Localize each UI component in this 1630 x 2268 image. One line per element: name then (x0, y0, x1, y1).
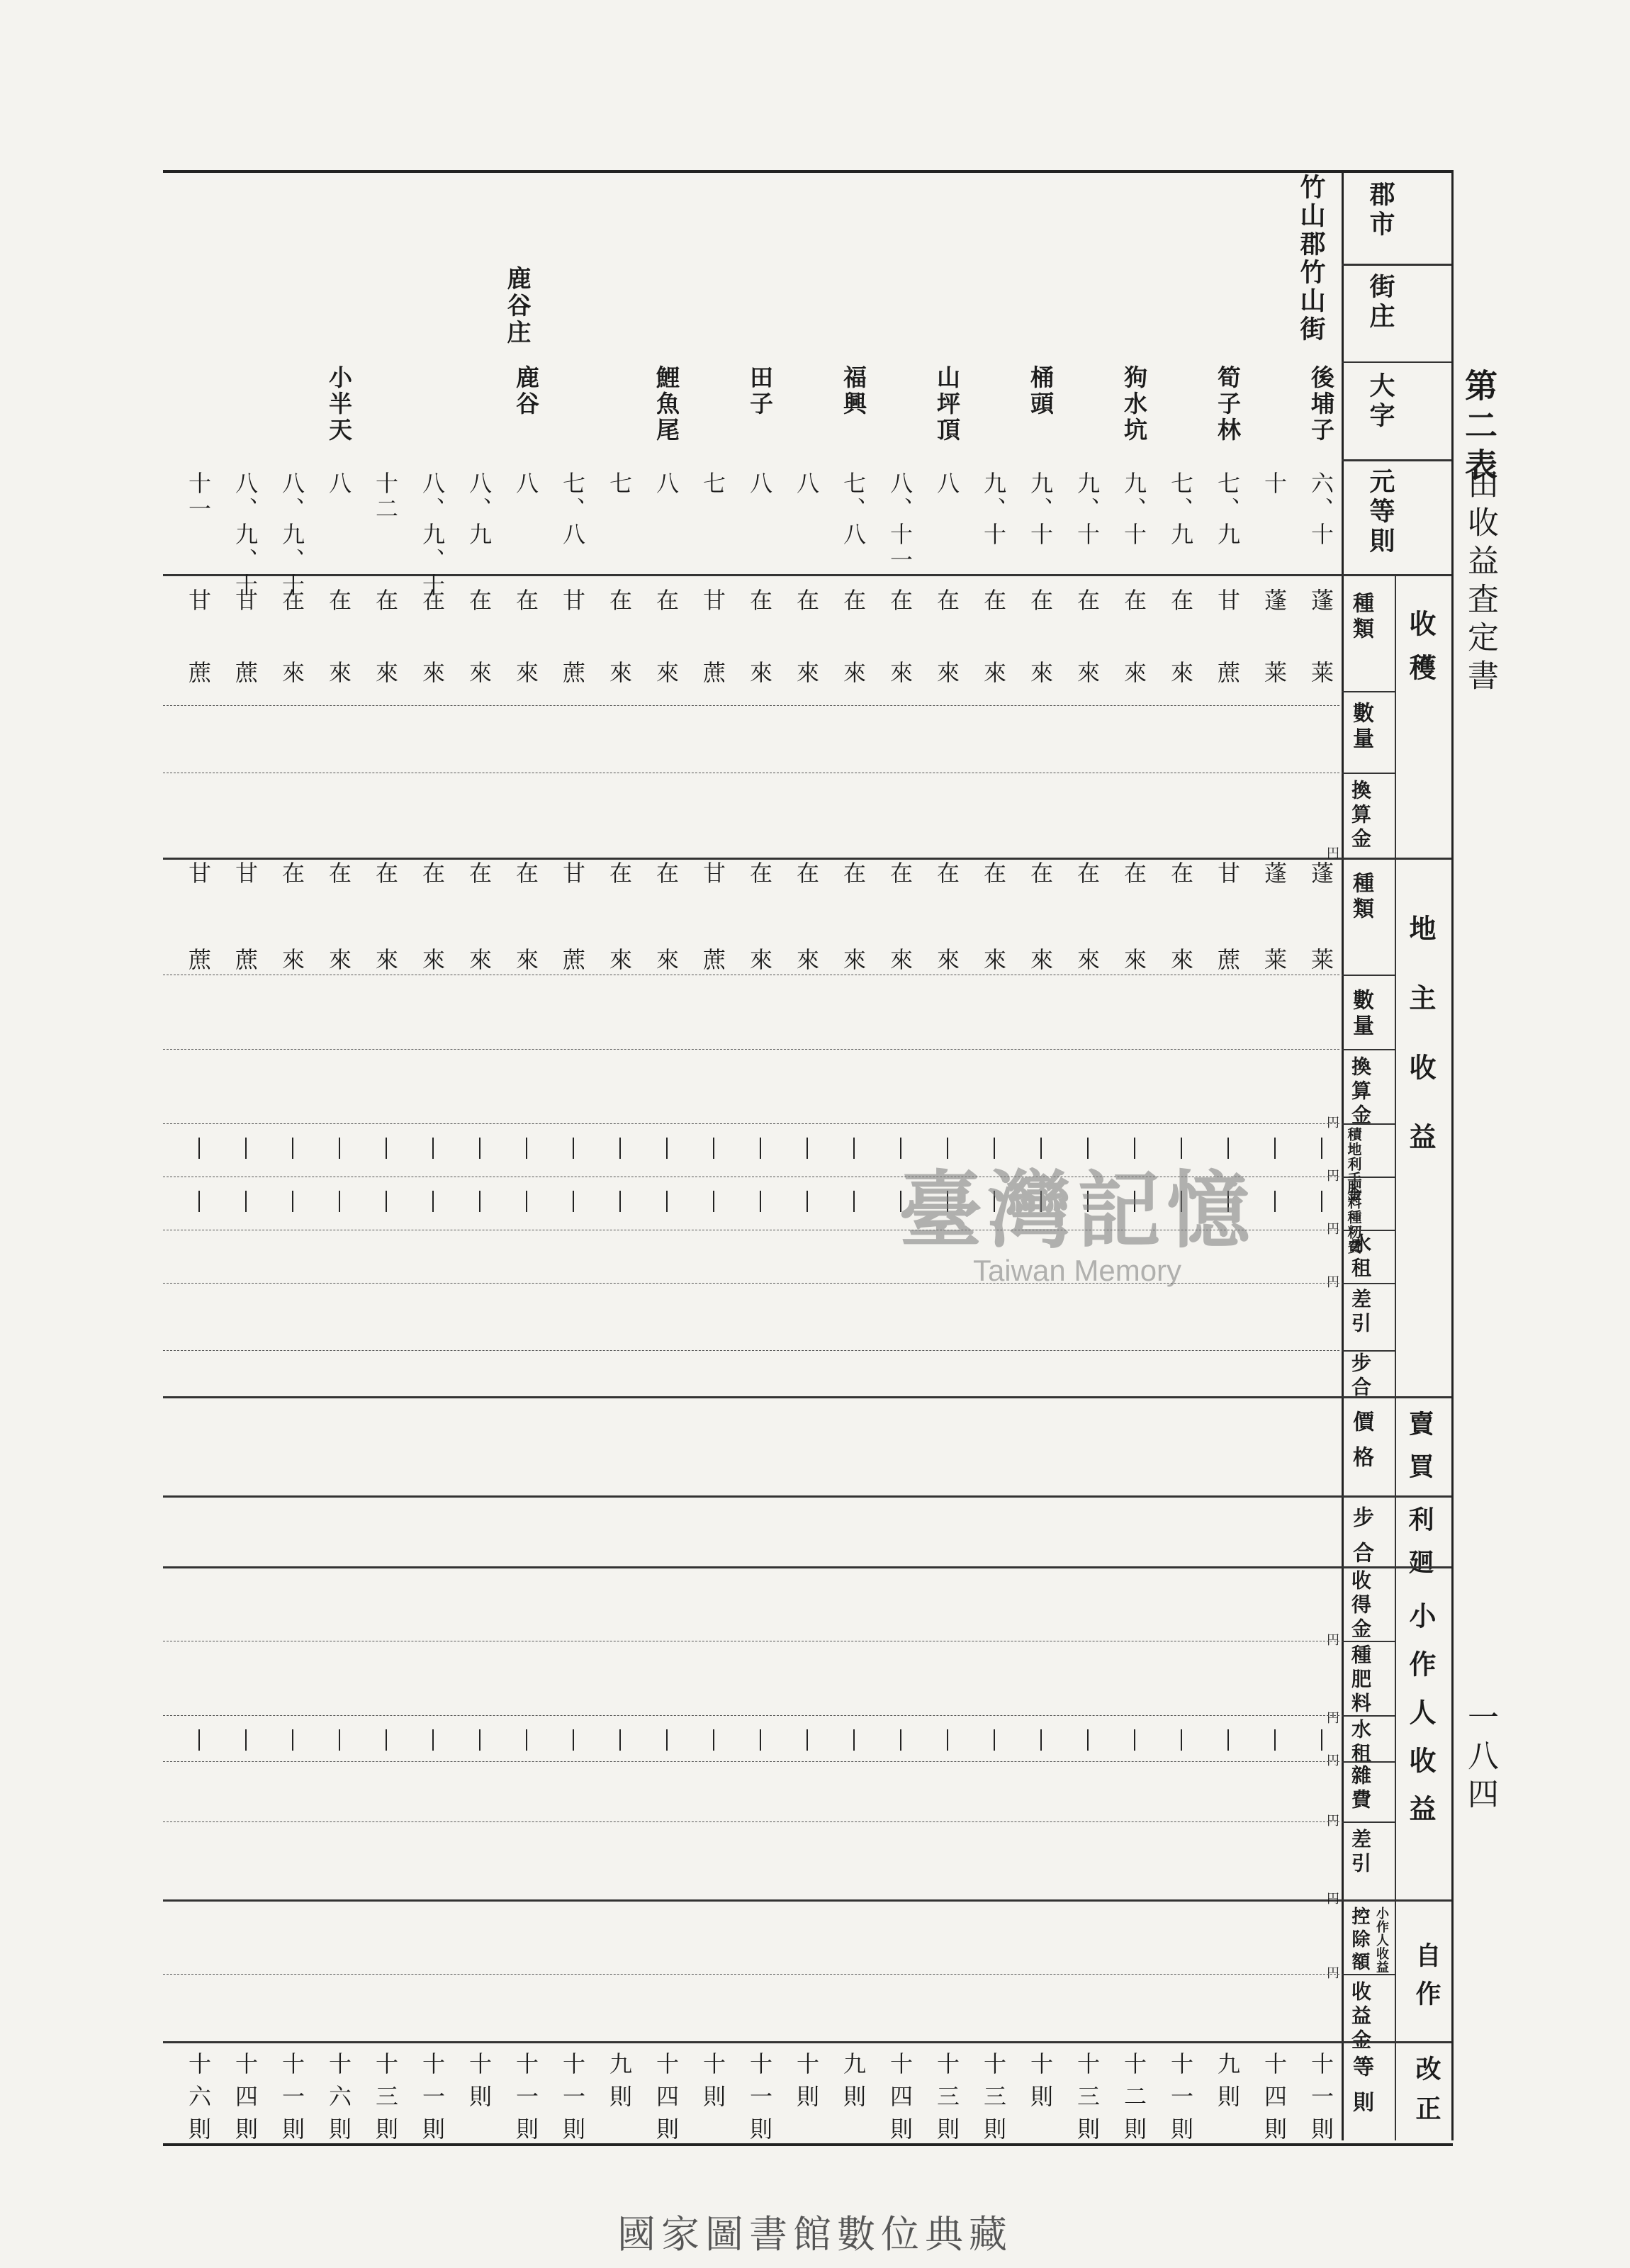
empty-dash (292, 1138, 293, 1159)
header-rule (1342, 1350, 1395, 1352)
revised-grade: 九則 (606, 2052, 633, 2117)
header-risoku: 積地利手金 (1345, 1127, 1362, 1201)
header-shurui: 種類 (1349, 592, 1373, 643)
header-kojo-note: 小作人收益 (1374, 1907, 1389, 1974)
landlord-crop-type: 在來 (840, 861, 867, 1034)
revised-grade: 十三則 (933, 2052, 960, 2150)
landlord-crop-type: 在來 (512, 861, 539, 1034)
landlord-crop-type: 在來 (466, 861, 493, 1034)
empty-dash (479, 1138, 480, 1159)
header-kaisei-group: 改正 (1412, 2055, 1441, 2135)
empty-dash (198, 1729, 200, 1751)
moto-toku-value: 八 (746, 471, 773, 497)
empty-dash (806, 1729, 808, 1751)
landlord-crop-type: 在來 (887, 861, 914, 1034)
empty-dash (573, 1138, 574, 1159)
landlord-crop-type: 在來 (746, 861, 773, 1034)
row-separator (163, 1123, 1339, 1124)
unit-marker: 円 (1327, 1275, 1339, 1290)
header-gai-sho: 街庄 (1366, 273, 1395, 332)
row-separator (163, 1715, 1339, 1716)
moto-toku-value: 九、十 (980, 471, 1007, 548)
crop-type: 在來 (933, 588, 960, 733)
landlord-crop-type: 蓬莱 (1308, 861, 1334, 1034)
crop-type: 在來 (887, 588, 914, 733)
revised-grade: 十六則 (185, 2052, 212, 2150)
header-j-shurui: 種類 (1349, 872, 1373, 923)
footer-collection-mark: 國家圖書館數位典藏 (617, 2212, 1013, 2257)
revised-grade: 十一則 (419, 2052, 446, 2150)
oaza-label: 後埔子 (1308, 365, 1335, 444)
header-rule (163, 1566, 1451, 1568)
oaza-label: 鯉魚尾 (653, 365, 680, 444)
crop-type: 在來 (1074, 588, 1101, 733)
unit-marker: 円 (1327, 1116, 1339, 1130)
header-rule (163, 1396, 1451, 1398)
moto-toku-value: 七、九 (1167, 471, 1194, 548)
crop-type: 甘蔗 (699, 588, 726, 733)
landlord-crop-type: 在來 (793, 861, 820, 1034)
crop-type: 在來 (372, 588, 399, 733)
oaza-label: 小半天 (325, 365, 353, 444)
revised-grade: 十一則 (512, 2052, 539, 2150)
empty-dash (526, 1191, 527, 1212)
header-shuhiryo: 種肥料 (1349, 1644, 1372, 1717)
moto-toku-value: 八 (653, 471, 680, 497)
header-shueki-group: 收穫 (1405, 610, 1437, 697)
moto-toku-value: 七、九 (1214, 471, 1241, 548)
landlord-crop-type: 在來 (606, 861, 633, 1034)
header-rule (1342, 975, 1395, 976)
revised-grade: 九則 (1214, 2052, 1241, 2117)
header-suryo: 數量 (1349, 702, 1373, 753)
unit-marker: 円 (1327, 1222, 1339, 1237)
header-kosaku-group: 小作人收益 (1405, 1602, 1437, 1843)
landlord-crop-type: 在來 (1120, 861, 1147, 1034)
landlord-crop-type: 甘蔗 (559, 861, 586, 1034)
landlord-crop-type: 在來 (372, 861, 399, 1034)
header-rule (1342, 691, 1395, 692)
moto-toku-value: 七、八 (559, 471, 586, 548)
moto-toku-value: 九、十 (1074, 471, 1101, 548)
revised-grade: 十則 (699, 2052, 726, 2117)
crop-type: 在來 (653, 588, 680, 733)
empty-dash (526, 1138, 527, 1159)
crop-type: 在來 (1167, 588, 1194, 733)
header-rule (163, 1899, 1451, 1902)
landlord-crop-type: 在來 (325, 861, 352, 1034)
empty-dash (1321, 1729, 1322, 1751)
empty-dash (292, 1729, 293, 1751)
revised-grade: 十一則 (559, 2052, 586, 2150)
crop-type: 甘蔗 (559, 588, 586, 733)
crop-type: 甘蔗 (1214, 588, 1241, 733)
header-shuhi: 肥料種籾費 (1345, 1180, 1362, 1254)
oaza-label: 鹿谷 (512, 365, 540, 417)
row-separator (163, 1049, 1339, 1050)
revised-grade: 十四則 (232, 2052, 259, 2150)
empty-dash (900, 1729, 901, 1751)
empty-dash (479, 1191, 480, 1212)
crop-type: 甘蔗 (185, 588, 212, 733)
header-rule (1342, 1283, 1395, 1284)
header-sabiki2: 差引 (1349, 1829, 1372, 1877)
revised-grade: 九則 (840, 2052, 867, 2117)
revised-grade: 十四則 (653, 2052, 680, 2150)
header-rule (163, 858, 1451, 860)
header-jinushi-group: 地主收益 (1405, 914, 1437, 1192)
header-rule (1342, 1974, 1395, 1975)
landlord-crop-type: 甘蔗 (1214, 861, 1241, 1034)
revised-grade: 十三則 (1074, 2052, 1101, 2150)
book-title: 田收益査定書 (1462, 468, 1498, 697)
header-rule (1342, 264, 1451, 266)
unit-marker: 円 (1327, 1753, 1339, 1768)
header-rule (163, 2041, 1451, 2043)
empty-dash (1181, 1729, 1182, 1751)
oaza-label: 田子 (746, 365, 774, 417)
header-kansan: 換算金 (1349, 780, 1372, 852)
landlord-crop-type: 甘蔗 (699, 861, 726, 1034)
unit-marker: 円 (1327, 1966, 1339, 1981)
header-oaza: 大字 (1366, 372, 1395, 432)
oaza-label: 桶頭 (1027, 365, 1055, 417)
moto-toku-value: 六、十 (1308, 471, 1334, 548)
revised-grade: 十一則 (1167, 2052, 1194, 2150)
crop-type: 在來 (980, 588, 1007, 733)
revised-grade: 十六則 (325, 2052, 352, 2150)
empty-dash (666, 1729, 668, 1751)
crop-type: 在來 (279, 588, 305, 733)
empty-dash (245, 1191, 247, 1212)
watermark-cjk: 臺灣記憶 (898, 1161, 1256, 1259)
empty-dash (713, 1191, 714, 1212)
header-rule (1342, 1715, 1395, 1717)
moto-toku-value: 七 (699, 471, 726, 497)
header-rule (1342, 1049, 1395, 1050)
unit-marker: 円 (1327, 1814, 1339, 1829)
page-number: 一八四 (1462, 1701, 1498, 1816)
moto-toku-value: 八、九、十 (232, 471, 259, 599)
header-rule (1342, 773, 1395, 774)
revised-grade: 十二則 (1120, 2052, 1147, 2150)
landlord-crop-type: 在來 (653, 861, 680, 1034)
table-right-edge (1451, 170, 1454, 2140)
crop-type: 蓬莱 (1308, 588, 1334, 733)
header-baibai-group: 賣買 (1405, 1410, 1434, 1495)
crop-type: 在來 (1120, 588, 1147, 733)
district-label: 竹山郡竹山街 (1296, 174, 1326, 344)
revised-grade: 十一則 (1308, 2052, 1334, 2150)
row-separator (163, 705, 1339, 706)
moto-toku-value: 八 (933, 471, 960, 497)
empty-dash (339, 1191, 340, 1212)
revised-grade: 十三則 (980, 2052, 1007, 2150)
moto-toku-value: 十一 (185, 471, 212, 522)
header-rule (1342, 1761, 1395, 1763)
header-moto-toku: 元等則 (1366, 468, 1395, 557)
moto-toku-value: 七 (606, 471, 633, 497)
empty-dash (760, 1191, 761, 1212)
moto-toku-value: 八 (512, 471, 539, 497)
landlord-crop-type: 在來 (419, 861, 446, 1034)
revised-grade: 十四則 (1261, 2052, 1288, 2150)
header-shuekikin: 收益金 (1349, 1981, 1372, 2053)
landlord-crop-type: 在來 (933, 861, 960, 1034)
crop-type: 在來 (466, 588, 493, 733)
unit-marker: 円 (1327, 846, 1339, 861)
revised-grade: 十則 (1027, 2052, 1054, 2117)
header-rule (1342, 1123, 1395, 1125)
empty-dash (666, 1138, 668, 1159)
village-label: 鹿谷庄 (502, 266, 531, 347)
moto-toku-value: 九、十 (1027, 471, 1054, 548)
empty-dash (619, 1729, 621, 1751)
header-j-suryo: 數量 (1349, 989, 1373, 1040)
empty-dash (479, 1729, 480, 1751)
moto-toku-value: 十二 (372, 471, 399, 522)
landlord-crop-type: 在來 (1167, 861, 1194, 1034)
row-separator (163, 1761, 1339, 1762)
row-separator (163, 1821, 1339, 1822)
empty-dash (994, 1729, 995, 1751)
empty-dash (1227, 1729, 1229, 1751)
crop-type: 在來 (606, 588, 633, 733)
landlord-crop-type: 在來 (980, 861, 1007, 1034)
header-rule (1342, 1641, 1395, 1642)
landlord-crop-type: 甘蔗 (232, 861, 259, 1034)
empty-dash (713, 1729, 714, 1751)
header-kojo-group: 自作 (1412, 1942, 1441, 2019)
empty-dash (853, 1729, 855, 1751)
landlord-crop-type: 在來 (1027, 861, 1054, 1034)
crop-type: 在來 (840, 588, 867, 733)
moto-toku-value: 八 (325, 471, 352, 497)
empty-dash (432, 1191, 434, 1212)
header-subdivider (1395, 574, 1396, 2140)
revised-grade: 十一則 (279, 2052, 305, 2150)
unit-marker: 円 (1327, 1892, 1339, 1907)
crop-type: 在來 (512, 588, 539, 733)
crop-type: 在來 (419, 588, 446, 733)
empty-dash (339, 1729, 340, 1751)
empty-dash (573, 1729, 574, 1751)
header-rule (163, 1495, 1451, 1498)
crop-type: 在來 (325, 588, 352, 733)
oaza-label: 筍子林 (1214, 365, 1242, 444)
header-rule (163, 574, 1451, 576)
crop-type: 在來 (793, 588, 820, 733)
watermark-en: Taiwan Memory (972, 1254, 1182, 1287)
empty-dash (1087, 1729, 1089, 1751)
header-rimawari-buai: 步合 (1349, 1506, 1373, 1577)
header-kojo: 控除額 (1349, 1907, 1370, 1975)
header-rule (1342, 459, 1451, 461)
empty-dash (619, 1191, 621, 1212)
unit-marker: 円 (1327, 1169, 1339, 1184)
row-separator (163, 1350, 1339, 1351)
empty-dash (760, 1729, 761, 1751)
empty-dash (619, 1138, 621, 1159)
header-buai: 步合 (1349, 1352, 1372, 1400)
header-gun-shi: 郡市 (1366, 181, 1395, 240)
landlord-crop-type: 甘蔗 (185, 861, 212, 1034)
empty-dash (245, 1138, 247, 1159)
unit-marker: 円 (1327, 1633, 1339, 1648)
header-suiso2: 水租 (1349, 1719, 1372, 1767)
header-kakaku: 價格 (1349, 1410, 1373, 1481)
empty-dash (666, 1191, 668, 1212)
crop-type: 甘蔗 (232, 588, 259, 733)
header-shutokukin: 收得金 (1349, 1570, 1372, 1642)
empty-dash (198, 1138, 200, 1159)
empty-dash (292, 1191, 293, 1212)
header-rule (1342, 1230, 1395, 1231)
moto-toku-value: 八、九、十 (279, 471, 305, 599)
moto-toku-value: 十 (1261, 471, 1288, 497)
empty-dash (573, 1191, 574, 1212)
empty-dash (526, 1729, 527, 1751)
header-zappi: 雜費 (1349, 1765, 1372, 1813)
header-j-kansan: 換算金 (1349, 1056, 1372, 1128)
revised-grade: 十一則 (746, 2052, 773, 2150)
oaza-label: 山坪頂 (933, 365, 961, 444)
moto-toku-value: 八、九、十 (419, 471, 446, 599)
header-rule (1342, 1177, 1395, 1178)
crop-type: 蓬莱 (1261, 588, 1288, 733)
empty-dash (386, 1729, 387, 1751)
unit-marker: 円 (1327, 1711, 1339, 1726)
revised-grade: 十則 (466, 2052, 493, 2117)
empty-dash (947, 1729, 948, 1751)
watermark-logo (808, 1134, 1347, 1297)
header-suiso: 水租 (1349, 1233, 1372, 1281)
moto-toku-value: 八、九 (466, 471, 493, 548)
header-rimawari-group: 利廻 (1405, 1506, 1434, 1591)
empty-dash (432, 1138, 434, 1159)
revised-grade: 十三則 (372, 2052, 399, 2150)
empty-dash (339, 1138, 340, 1159)
moto-toku-value: 八、十一 (887, 471, 914, 573)
table-title: 第二表 (1460, 369, 1498, 488)
revised-grade: 十則 (793, 2052, 820, 2117)
landlord-crop-type: 在來 (1074, 861, 1101, 1034)
landlord-crop-type: 蓬莱 (1261, 861, 1288, 1034)
landlord-crop-type: 在來 (279, 861, 305, 1034)
header-sabiki: 差引 (1349, 1289, 1372, 1337)
empty-dash (386, 1138, 387, 1159)
empty-dash (1040, 1729, 1042, 1751)
moto-toku-value: 九、十 (1120, 471, 1147, 548)
empty-dash (713, 1138, 714, 1159)
crop-type: 在來 (746, 588, 773, 733)
empty-dash (1134, 1729, 1135, 1751)
empty-dash (760, 1138, 761, 1159)
oaza-label: 狗水坑 (1120, 365, 1148, 444)
header-toku: 等則 (1349, 2055, 1373, 2126)
moto-toku-value: 八 (793, 471, 820, 497)
empty-dash (386, 1191, 387, 1212)
header-rule (1342, 361, 1451, 363)
row-separator (163, 1974, 1339, 1975)
oaza-label: 福興 (840, 365, 867, 417)
revised-grade: 十四則 (887, 2052, 914, 2150)
empty-dash (1274, 1729, 1276, 1751)
header-rule (1342, 1821, 1395, 1823)
empty-dash (432, 1729, 434, 1751)
crop-type: 在來 (1027, 588, 1054, 733)
empty-dash (198, 1191, 200, 1212)
moto-toku-value: 七、八 (840, 471, 867, 548)
empty-dash (245, 1729, 247, 1751)
